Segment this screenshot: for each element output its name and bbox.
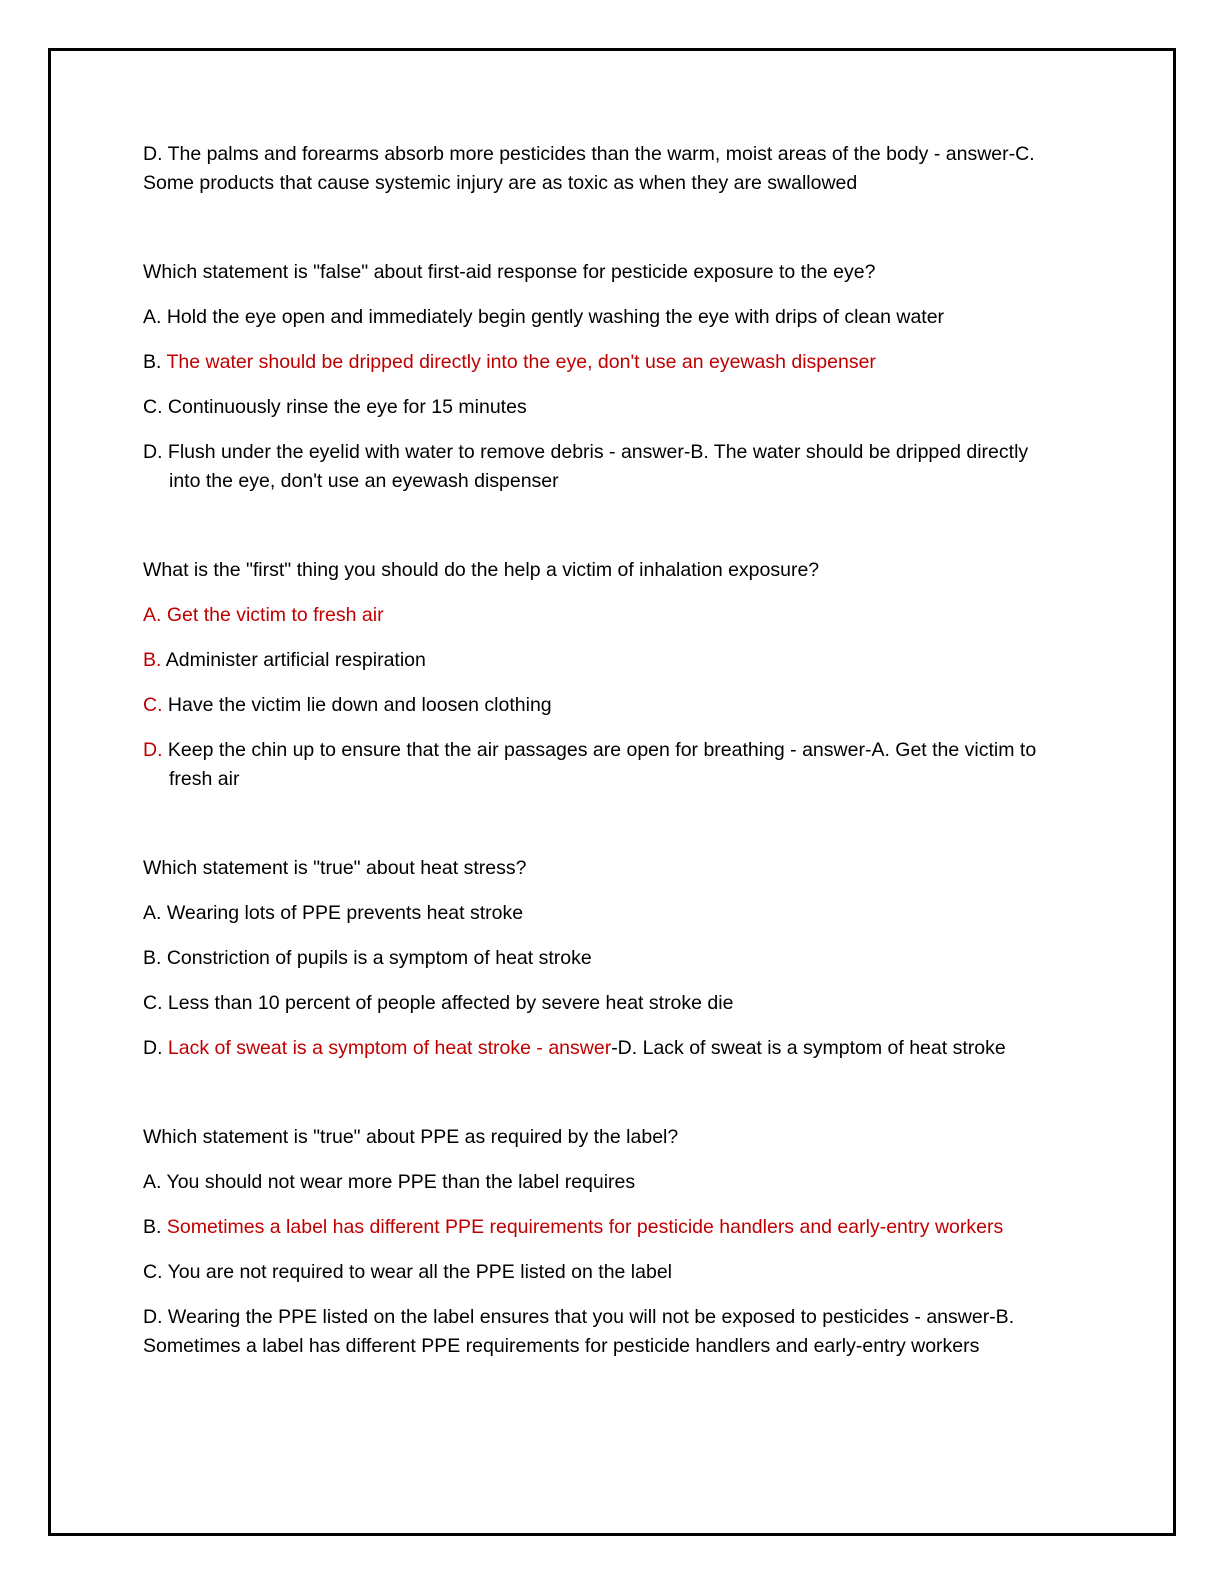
text-segment: A. You should not wear more PPE than the label requires <box>143 1171 636 1193</box>
option-a-ppe-label <box>143 1168 1176 1197</box>
option-a-inhalation <box>143 601 1176 630</box>
text-segment: What is the "first" thing you should do the help a victim of inhalation exposure? <box>143 559 820 581</box>
question-eye-first-aid <box>143 258 1176 287</box>
option-b-eye <box>143 348 1176 377</box>
option-c-ppe-label <box>143 1258 1176 1287</box>
text-segment: C. Continuously rinse the eye for 15 minutes <box>143 396 527 418</box>
text-segment: Some products that cause systemic injury are as toxic as when they are swallowed <box>143 172 858 194</box>
text-segment: D. The palms and forearms absorb more pesticides than the warm, moist areas of the body - answer-C. <box>143 143 1035 165</box>
text-segment: Administer artificial respiration <box>161 649 426 671</box>
text-segment: D. Flush under the eyelid with water to remove debris - answer-B. The water should be dripped directly <box>143 441 1029 463</box>
text-segment: C. Less than 10 percent of people affected by severe heat stroke die <box>143 992 734 1014</box>
text-segment: Which statement is "true" about heat stress? <box>143 857 527 879</box>
text-segment: Which statement is "false" about first-aid response for pesticide exposure to the eye? <box>143 261 876 283</box>
option-d-eye <box>143 438 1176 496</box>
text-segment: B. <box>143 351 167 373</box>
option-a-eye <box>143 303 1176 332</box>
option-c-heat-stress <box>143 989 1176 1018</box>
text-segment: Have the victim lie down and loosen clothing <box>162 694 552 716</box>
text-segment: Sometimes a label has different PPE requirements for pesticide handlers and early-entry workers <box>143 1335 980 1357</box>
option-d-inhalation <box>143 736 1176 794</box>
option-b-inhalation <box>143 646 1176 675</box>
text-segment: A. Hold the eye open and immediately begin gently washing the eye with drips of clean water <box>143 306 945 328</box>
question-inhalation-first-step <box>143 556 1176 585</box>
text-segment: Sometimes a label has different PPE requirements for pesticide handlers and early-entry workers <box>166 1216 1004 1238</box>
option-c-eye <box>143 393 1176 422</box>
option-b-ppe-label <box>143 1213 1176 1242</box>
answer-continuation-paragraph <box>143 140 1176 198</box>
question-heat-stress <box>143 854 1176 883</box>
option-d-ppe-label <box>143 1303 1176 1361</box>
page-border <box>48 48 1176 1536</box>
text-segment: B. Constriction of pupils is a symptom of heat stroke <box>143 947 592 969</box>
text-segment: Which statement is "true" about PPE as required by the label? <box>143 1126 679 1148</box>
text-segment: A. Get the victim to fresh air <box>143 604 384 626</box>
question-ppe-label <box>143 1123 1176 1152</box>
text-segment: B. <box>143 649 162 671</box>
text-segment: D. <box>143 1037 168 1059</box>
text-segment: Lack of sweat is a symptom of heat stroke - answer <box>167 1037 612 1059</box>
option-a-heat-stress <box>143 899 1176 928</box>
text-segment: fresh air <box>169 768 240 790</box>
text-segment: The water should be dripped directly into the eye, don't use an eyewash dispenser <box>166 351 876 373</box>
text-segment: C. <box>143 694 163 716</box>
text-segment: C. You are not required to wear all the PPE listed on the label <box>143 1261 673 1283</box>
option-d-heat-stress <box>143 1034 1176 1063</box>
text-segment: D. Wearing the PPE listed on the label ensures that you will not be exposed to pesticides - answer-B. <box>143 1306 1015 1328</box>
option-c-inhalation <box>143 691 1176 720</box>
text-segment: into the eye, don't use an eyewash dispenser <box>169 470 559 492</box>
text-segment: B. <box>143 1216 167 1238</box>
option-b-heat-stress <box>143 944 1176 973</box>
document-content <box>143 140 1176 1377</box>
text-segment: D. <box>143 739 163 761</box>
text-segment: -D. Lack of sweat is a symptom of heat stroke <box>611 1037 1006 1059</box>
text-segment: A. Wearing lots of PPE prevents heat stroke <box>143 902 524 924</box>
text-segment: Keep the chin up to ensure that the air passages are open for breathing - answer-A. Get the victim to <box>162 739 1037 761</box>
